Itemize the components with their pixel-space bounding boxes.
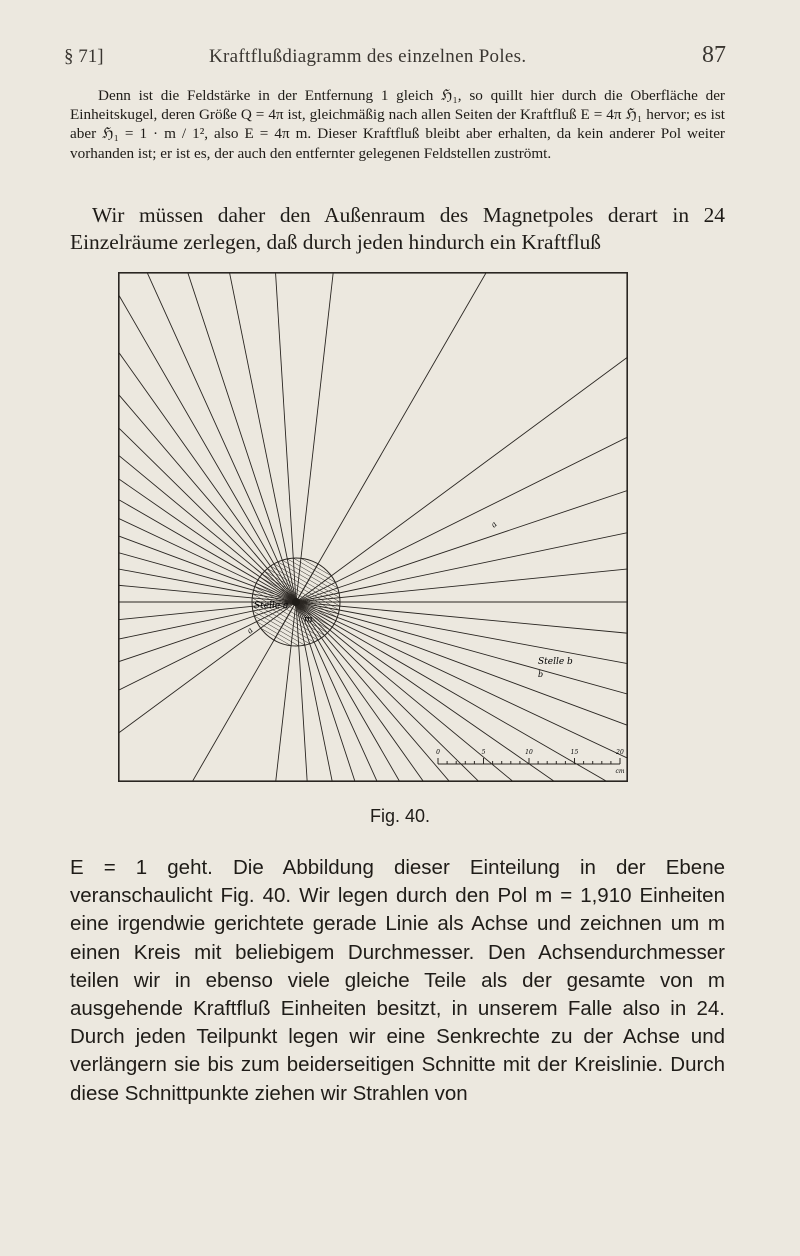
flux-line (296, 272, 397, 602)
label-pole-m: m (304, 615, 313, 625)
scale-tick-label: 15 (570, 749, 579, 756)
flux-line (296, 418, 628, 602)
flux-line (118, 272, 296, 602)
flux-line (118, 272, 296, 602)
scale-tick-label: 10 (525, 749, 533, 756)
flux-line (118, 272, 296, 602)
label-a-upper: a (489, 519, 499, 530)
lead-paragraph-text: Wir müssen daher den Außenraum des Magnetpoles derart in 24 Einzelräume zerlegen, daß durch jeden hindurch ein Kraftfluß (70, 203, 725, 254)
flux-line (118, 272, 296, 602)
flux-line (296, 602, 628, 766)
scale-unit: cm (615, 768, 625, 775)
flux-line (118, 272, 296, 602)
body-paragraph (70, 854, 725, 1108)
flux-line (296, 272, 628, 602)
scale-tick-label: 0 (436, 749, 440, 756)
page-number: 87 (702, 42, 726, 68)
scale-tick-label: 5 (481, 749, 486, 756)
label-b: b (538, 670, 544, 679)
figure-caption: Fig. 40. (369, 806, 431, 826)
section-number: § 71] (64, 46, 104, 67)
flux-diagram-figure (118, 272, 628, 782)
flux-line (118, 272, 296, 602)
flux-line (118, 272, 296, 602)
figure-frame (119, 273, 627, 781)
label-a-lower: a (245, 625, 255, 636)
flux-line (118, 272, 296, 602)
flux-line (296, 602, 474, 782)
scale-tick-label: 20 (616, 749, 624, 756)
flux-line (118, 361, 296, 602)
flux-line (296, 272, 628, 602)
flux-line (240, 272, 296, 602)
flux-line (118, 272, 296, 602)
flux-line (296, 272, 628, 602)
label-stelle-a: Stelle a (254, 601, 289, 611)
magnet-pole (292, 598, 300, 606)
flux-line (296, 602, 628, 686)
scale-bar (436, 749, 625, 775)
intro-paragraph-text: Denn ist die Feldstärke in der Entfernung 1 gleich ℌ₁, so quillt hier durch die Oberfläche der Einheitskugel, deren Größe Q = 4π ist, gleichmäßig nach allen Seiten der Kraftfluß E = 4π ℌ₁ hervor; es ist aber ℌ₁ = 1 · m / 1², also E = 4π m. Dieser Kraftfluß bleibt aber erhalten, da kein anderer Pol weiter vorhanden ist; er ist es, der auch den entfernter gelegenen Feldstellen zuströmt. (70, 87, 725, 162)
running-header (64, 42, 726, 72)
lead-paragraph (70, 202, 725, 256)
running-title: Kraftflußdiagramm des einzelnen Poles. (209, 46, 527, 67)
flux-line (118, 272, 296, 602)
intro-paragraph (70, 86, 725, 163)
label-stelle-b: Stelle b (538, 657, 573, 667)
body-paragraph-text: E = 1 geht. Die Abbildung dieser Einteilung in der Ebene veranschaulicht Fig. 40. Wir legen durch den Pol m = 1,910 Einheiten eine irgendwie gerichtete gerade Linie als Achse und zeichnen um m einen Kreis mit beliebigem Durchmesser. Den Achsendurchmesser teilen wir in ebenso viele gleiche Teile als der gesamte von m ausgehende Kraftfluß Einheiten besitzt, in unserem Falle also in 24. Durch jeden Teilpunkt legen wir eine Senkrechte zu der Achse und verlängern sie bis zum beiderseitigen Schnitte mit der Kreislinie. Durch diese Schnittpunkte ziehen wir Strahlen von (70, 856, 725, 1105)
flux-line (296, 315, 628, 602)
flux-line (118, 272, 296, 602)
flux-diagram (118, 272, 628, 782)
flux-line (296, 513, 628, 602)
flux-lines (118, 272, 628, 782)
